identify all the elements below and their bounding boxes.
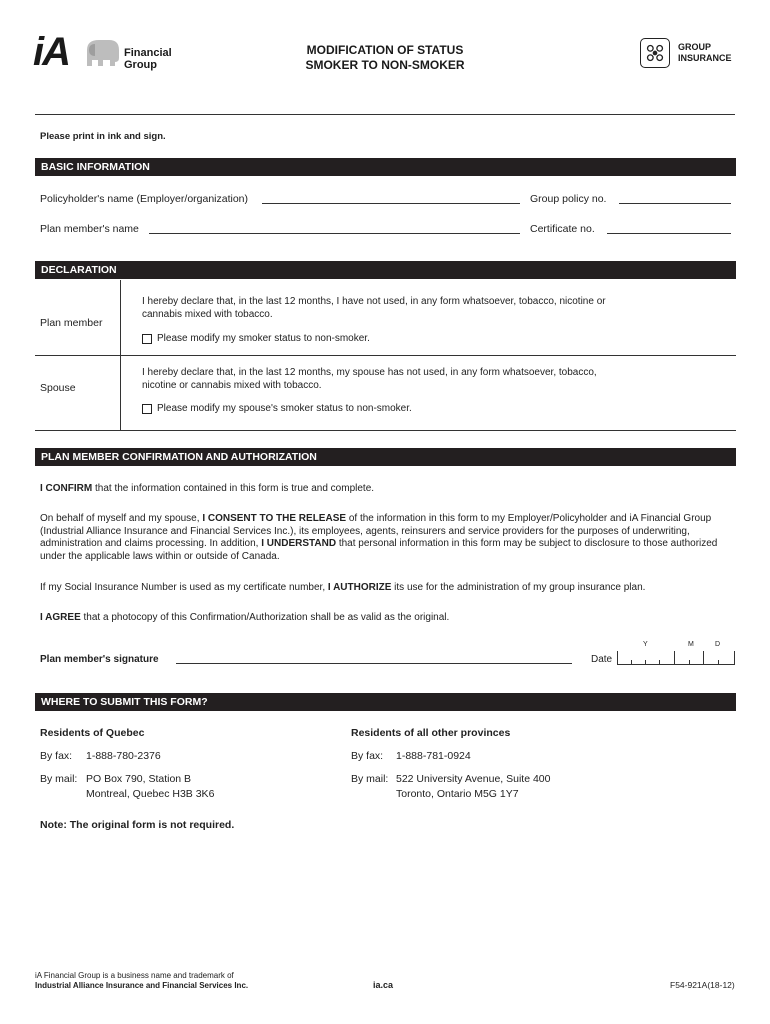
original-not-required-note: Note: The original form is not required. — [40, 819, 235, 831]
submit-heading: WHERE TO SUBMIT THIS FORM? — [35, 693, 736, 711]
date-year-label: Y — [643, 641, 648, 648]
member-status-checkbox-label: Please modify my smoker status to non-smoker. — [157, 333, 370, 344]
header-divider — [35, 114, 735, 115]
spouse-status-checkbox[interactable] — [142, 404, 152, 414]
logo-mark: iA — [33, 30, 69, 74]
footer-website-link[interactable]: ia.ca — [373, 980, 394, 990]
footer-trademark-line-2: Industrial Alliance Insurance and Financial Services Inc. — [35, 981, 249, 990]
consent-text-c: of the information in this form to my Employer/Policyholder and iA Financial Group (Industrial Alliance Insurance and Financial Services Inc.), its employees, agents, reinsurers and service providers for the purposes of underwriting, administration and claims processing. In addition, — [40, 513, 712, 549]
agree-keyword: I AGREE — [40, 612, 81, 623]
policyholder-name-field[interactable] — [262, 192, 520, 204]
group-policy-field[interactable] — [619, 192, 731, 204]
quebec-mail-label: By mail: — [40, 773, 78, 785]
footer-trademark — [35, 971, 248, 991]
date-tick — [617, 651, 618, 664]
consent-paragraph — [40, 513, 730, 563]
group-insurance-icon — [640, 38, 670, 68]
quebec-fax-number: 1-888-780-2376 — [86, 750, 161, 762]
date-label: Date — [591, 654, 613, 665]
footer-form-code: F54-921A(18-12) — [670, 980, 735, 990]
other-fax-label: By fax: — [351, 750, 384, 762]
other-provinces-title: Residents of all other provinces — [351, 727, 511, 739]
date-tick — [674, 651, 675, 664]
date-month-label: M — [688, 641, 694, 648]
declaration-table — [35, 280, 736, 430]
quebec-fax-label: By fax: — [40, 750, 73, 762]
date-day-label: D — [715, 641, 721, 648]
date-field[interactable] — [617, 651, 735, 665]
certificate-number-label: Certificate no. — [530, 223, 595, 235]
date-tick — [659, 660, 660, 664]
form-title-line-1: MODIFICATION OF STATUS — [306, 43, 464, 57]
signature-label: Plan member's signature — [40, 654, 159, 665]
date-tick — [645, 660, 646, 664]
spouse-label: Spouse — [40, 382, 76, 394]
quebec-mail-line-2: Montreal, Quebec H3B 3K6 — [86, 788, 215, 800]
logo-wordmark — [124, 47, 172, 71]
declaration-heading: DECLARATION — [35, 261, 736, 279]
group-insurance-line-2: INSURANCE — [678, 53, 732, 63]
group-policy-label: Group policy no. — [530, 193, 607, 205]
form-title — [275, 43, 495, 73]
group-insurance-label — [678, 42, 732, 64]
policyholder-name-label: Policyholder's name (Employer/organization) — [40, 193, 249, 205]
plan-member-declaration: I hereby declare that, in the last 12 months, I have not used, in any form whatsoever, tobacco, nicotine or cannabis mixed with tobacco. — [142, 296, 606, 320]
other-mail-label: By mail: — [351, 773, 389, 785]
consent-text-a: On behalf of myself and my spouse, — [40, 513, 203, 524]
consent-text-e: that personal information in this form may be subject to disclosure to those authorized under the applicable laws within or outside of Canada. — [40, 538, 718, 562]
elephant-logo-icon — [83, 36, 121, 70]
certificate-number-field[interactable] — [607, 222, 731, 234]
basic-information-heading: BASIC INFORMATION — [35, 158, 736, 176]
confirm-paragraph — [40, 483, 740, 496]
footer-trademark-line-1: iA Financial Group is a business name and trademark of — [35, 971, 234, 980]
spouse-status-checkbox-label: Please modify my spouse's smoker status to non-smoker. — [157, 403, 412, 414]
logo-line-2: Group — [124, 59, 157, 71]
date-tick — [631, 660, 632, 664]
understand-keyword: I UNDERSTAND — [261, 538, 337, 549]
consent-keyword: I CONSENT TO THE RELEASE — [202, 513, 347, 524]
form-title-line-2: SMOKER TO NON-SMOKER — [305, 58, 465, 72]
date-tick — [703, 651, 704, 664]
logo-line-1: Financial — [124, 47, 172, 59]
date-tick — [689, 660, 690, 664]
declaration-row-member — [35, 280, 736, 356]
authorize-keyword: I AUTHORIZE — [327, 582, 392, 593]
spouse-declaration: I hereby declare that, in the last 12 months, my spouse has not used, in any form whatsoever, tobacco, nicotine or cannabis mixed with tobacco. — [142, 367, 597, 391]
other-fax-number: 1-888-781-0924 — [396, 750, 471, 762]
other-mail-line-2: Toronto, Ontario M5G 1Y7 — [396, 788, 519, 800]
confirm-text: that the information contained in this form is true and complete. — [92, 483, 375, 494]
declaration-row-spouse — [35, 355, 736, 431]
authorize-text-c: its use for the administration of my group insurance plan. — [391, 582, 646, 593]
authorize-text-a: If my Social Insurance Number is used as my certificate number, — [40, 582, 328, 593]
date-tick — [718, 660, 719, 664]
quebec-residents-title: Residents of Quebec — [40, 727, 145, 739]
signature-field[interactable] — [176, 652, 572, 664]
member-name-field[interactable] — [149, 222, 520, 234]
quebec-mail-line-1: PO Box 790, Station B — [86, 773, 192, 785]
plan-member-label: Plan member — [40, 317, 103, 329]
date-tick — [734, 651, 735, 664]
member-name-label: Plan member's name — [40, 223, 139, 235]
other-mail-line-1: 522 University Avenue, Suite 400 — [396, 773, 551, 785]
agree-text: that a photocopy of this Confirmation/Authorization shall be as valid as the original. — [80, 612, 450, 623]
agree-paragraph — [40, 612, 740, 625]
confirm-keyword: I CONFIRM — [40, 483, 93, 494]
confirmation-heading: PLAN MEMBER CONFIRMATION AND AUTHORIZATION — [35, 448, 736, 466]
member-status-checkbox[interactable] — [142, 334, 152, 344]
print-instructions: Please print in ink and sign. — [40, 131, 166, 142]
group-insurance-line-1: GROUP — [678, 42, 712, 52]
authorize-paragraph — [40, 582, 740, 595]
